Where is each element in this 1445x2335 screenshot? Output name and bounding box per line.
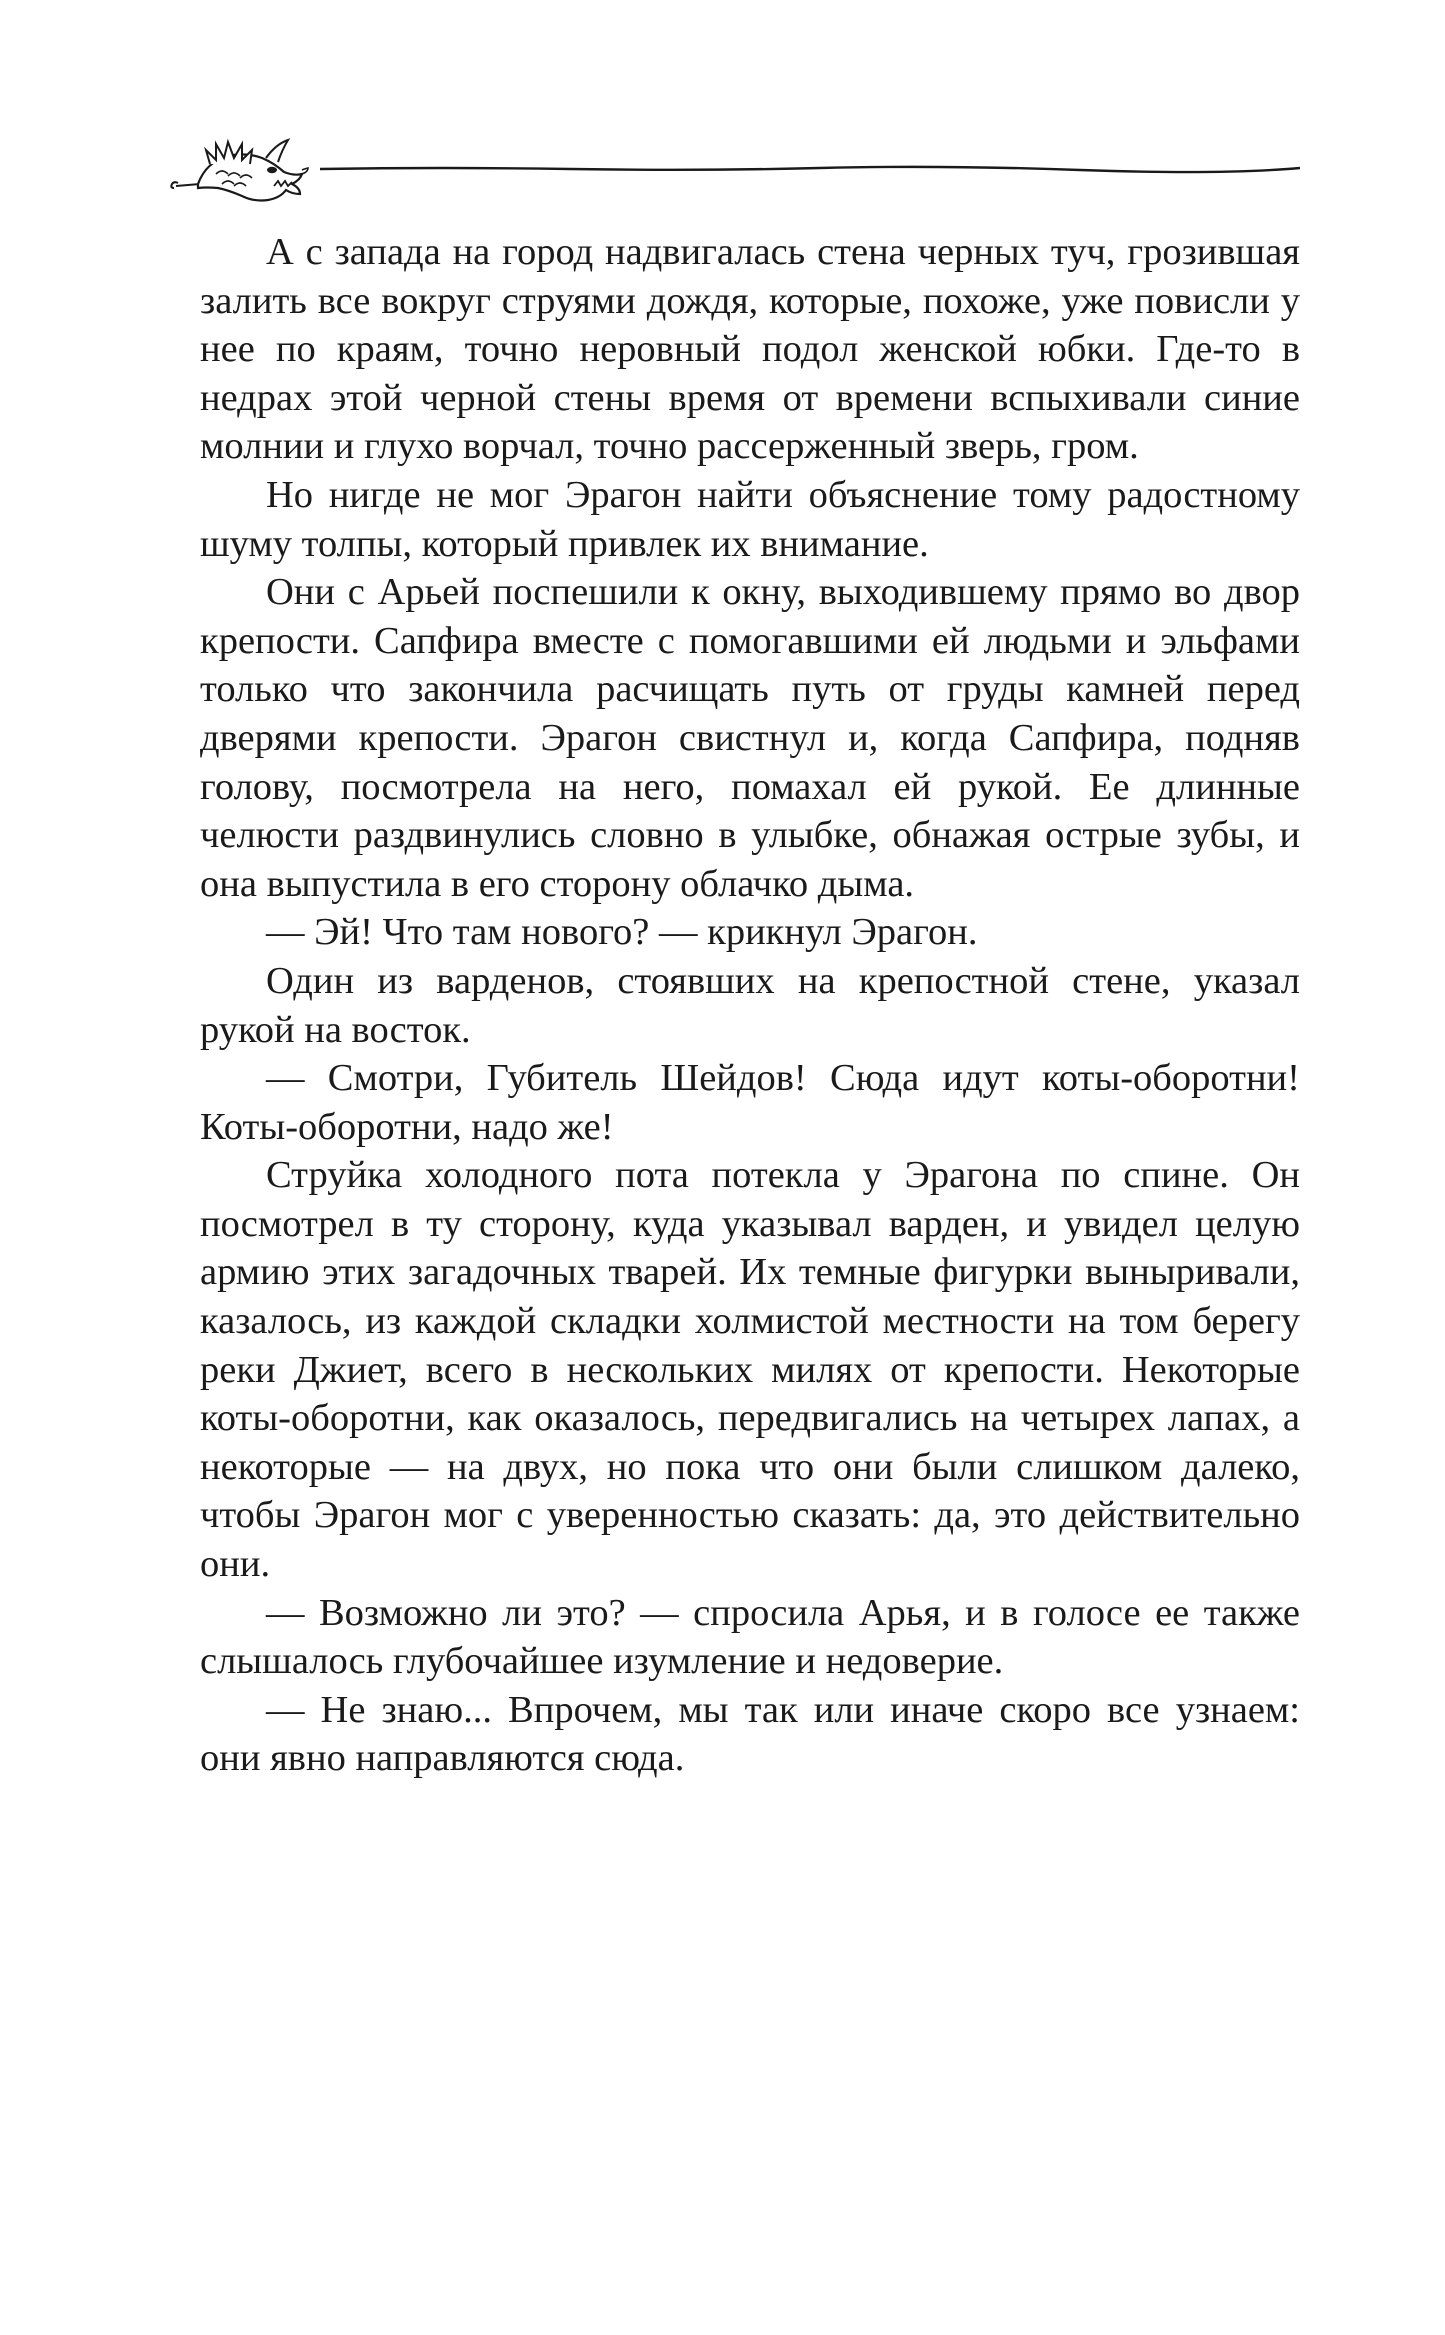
paragraph: Но нигде не мог Эрагон найти объяснение тому радостному шуму толпы, который привлек их внимание. [200, 473, 1300, 565]
body-text [200, 228, 1300, 1783]
paragraph: — Не знаю... Впрочем, мы так или иначе скоро все узнаем: они явно направляются сюда. [200, 1688, 1300, 1780]
paragraph: Один из варденов, стоявших на крепостной стене, указал рукой на восток. [200, 959, 1300, 1051]
paragraph: — Смотри, Губитель Шейдов! Сюда идут коты-оборотни! Коты-оборотни, надо же! [200, 1057, 1300, 1148]
paragraph: Струйка холодного пота потекла у Эрагона по спине. Он посмотрел в ту сторону, куда указывал варден, и увидел целую армию этих загадочных тварей. Их темные фигурки выныривали, казалось, из каждой складки холмистой местности на том берегу реки Джиет, всего в нескольких милях от крепости. Некоторые коты-оборотни, как оказалось, передвигались на четырех лапах, а некоторые — на двух, но пока что они были слишком далеко, чтобы Эрагон мог с уверенностью сказать: да, это действительно они. [200, 1154, 1300, 1586]
dragon-head-icon [170, 128, 310, 208]
paragraph: Они с Арьей поспешили к окну, выходившему прямо во двор крепости. Сапфира вместе с помогавшими ей людьми и эльфами только что закончила расчищать путь от груды камней перед дверями крепости. Эрагон свистнул и, когда Сапфира, подняв голову, посмотрела на него, помахал ей рукой. Ее длинные челюсти раздвинулись словно в улыбке, обнажая острые зубы, и она выпустила в его сторону облачко дыма. [200, 571, 1300, 905]
header-rule [320, 162, 1300, 176]
paragraph: А с запада на город надвигалась стена черных туч, грозившая залить все вокруг струями дождя, которые, похоже, уже повисли у нее по краям, точно неровный подол женской юбки. Где-то в недрах этой черной стены время от времени вспыхивали синие молнии и глухо ворчал, точно рассерженный зверь, гром. [200, 231, 1300, 468]
chapter-header-ornament [170, 128, 1300, 208]
paragraph: — Эй! Что там нового? — крикнул Эрагон. [266, 911, 978, 954]
paragraph: — Возможно ли это? — спросила Арья, и в голосе ее также слышалось глубочайшее изумление и недоверие. [200, 1591, 1300, 1683]
